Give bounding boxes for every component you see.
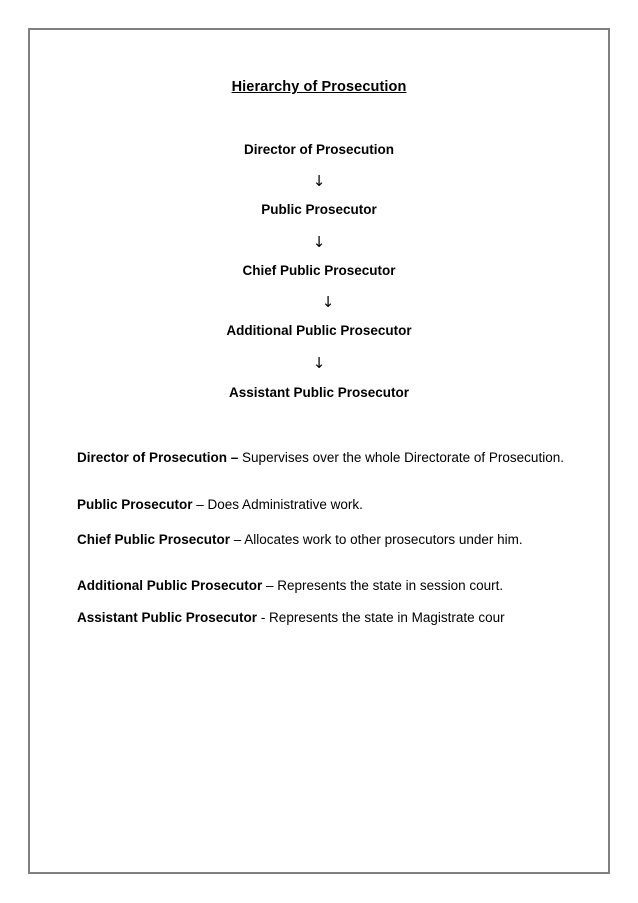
description-text: Supervises over the whole Directorate of Prosecution. bbox=[238, 450, 564, 465]
description-chief-public-prosecutor bbox=[77, 529, 567, 550]
hierarchy-node-director: Director of Prosecution bbox=[243, 142, 395, 157]
description-additional-public-prosecutor bbox=[77, 575, 567, 596]
description-term: Assistant Public Prosecutor bbox=[77, 610, 258, 625]
description-text: – Allocates work to other prosecutors under him. bbox=[230, 532, 523, 547]
description-term: Director of Prosecution – bbox=[77, 450, 239, 465]
description-term: Additional Public Prosecutor bbox=[77, 578, 263, 593]
hierarchy-node-chief-public-prosecutor: Chief Public Prosecutor bbox=[242, 263, 396, 278]
page-title: Hierarchy of Prosecution bbox=[231, 79, 407, 95]
description-text: – Does Administrative work. bbox=[192, 497, 363, 512]
arrow-down-icon: ↓ bbox=[312, 233, 326, 251]
description-text: - Represents the state in Magistrate cour bbox=[257, 610, 505, 625]
description-assistant-public-prosecutor bbox=[77, 607, 577, 628]
arrow-down-icon: ↓ bbox=[321, 293, 335, 311]
arrow-down-icon: ↓ bbox=[312, 172, 326, 190]
description-public-prosecutor bbox=[77, 494, 567, 515]
description-text: – Represents the state in session court. bbox=[262, 578, 504, 593]
hierarchy-node-additional-public-prosecutor: Additional Public Prosecutor bbox=[226, 323, 412, 338]
description-director bbox=[77, 447, 567, 468]
hierarchy-node-assistant-public-prosecutor: Assistant Public Prosecutor bbox=[228, 385, 410, 400]
hierarchy-node-public-prosecutor: Public Prosecutor bbox=[261, 202, 377, 217]
description-term: Public Prosecutor bbox=[77, 497, 193, 512]
description-term: Chief Public Prosecutor bbox=[77, 532, 231, 547]
arrow-down-icon: ↓ bbox=[312, 354, 326, 372]
